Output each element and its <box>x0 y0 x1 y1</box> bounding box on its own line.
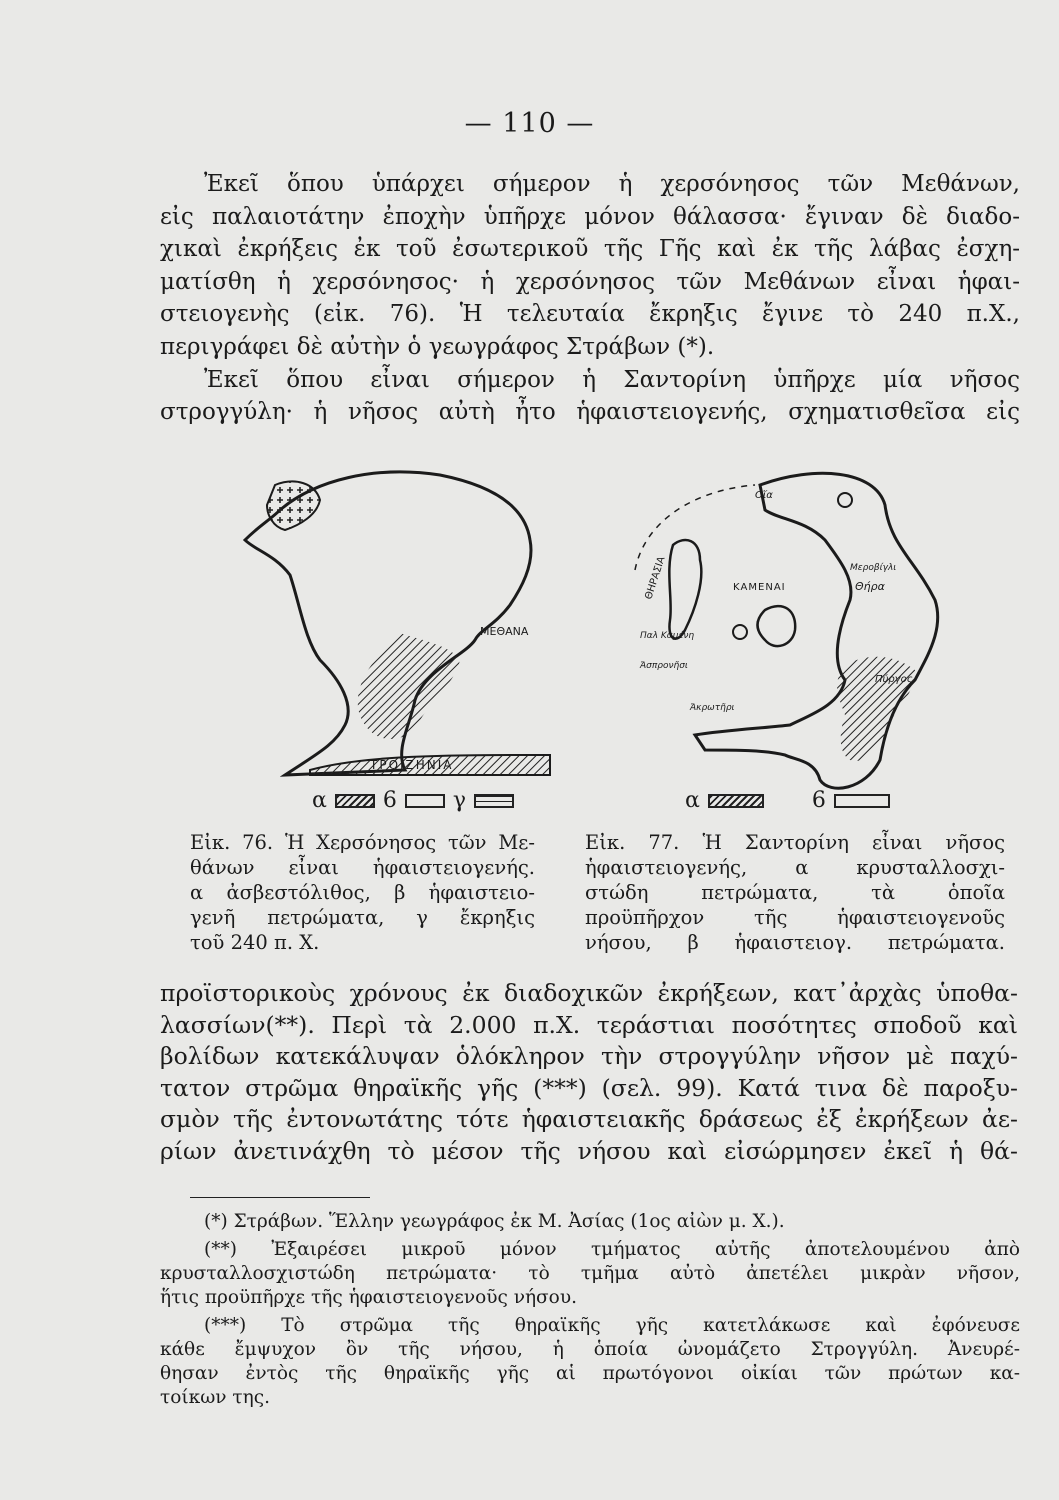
caption-line: προϋπῆρχον τῆς ἡφαιστειογενοῦς <box>585 906 1005 929</box>
santorini-caldera-rim <box>635 485 755 570</box>
body-paragraph <box>160 978 1018 1168</box>
fig77-caption <box>585 830 1005 955</box>
caption-line: α ἀσβεστόλιθος, β ἡφαιστειο- <box>190 881 535 904</box>
caption-line: Εἰκ. 77. Ἡ Σαντορίνη εἶναι νῆσος <box>585 831 1005 854</box>
legend-g-label: γ <box>452 788 467 813</box>
methana-map <box>225 455 565 815</box>
text-line: σμὸν τῆς ἐντονωτάτης τότε ἡφαιστειακῆς δράσεως ἐξ ἐκρήξεων ἀε- <box>160 1105 1018 1134</box>
legend-a-label: α <box>685 788 700 813</box>
legend-b-label: 6 <box>382 788 397 813</box>
kamenai-label: ΚΑΜΕΝΑΙ <box>733 582 786 593</box>
text-line: βολίδων κατεκάλυψαν ὁλόκληρον τὴν στρογγύλην νῆσον μὲ παχύ- <box>160 1042 1018 1071</box>
thirasia-outline <box>669 540 701 639</box>
text-line: ρίων ἀνετινάχθη τὸ μέσον τῆς νήσου καὶ εἰσώρμησεν ἐκεῖ ἡ θά- <box>160 1136 1018 1165</box>
caption-line: γενῆ πετρώματα, γ ἔκρηξις <box>190 906 535 929</box>
santorini-map-drawing <box>615 460 960 815</box>
footnote-line: κάθε ἔμψυχον ὂν τῆς νήσου, ἡ ὁποία ὠνομάζετο Στρογγύλη. Ἀνευρέ- <box>160 1339 1020 1360</box>
intro-paragraph <box>160 168 1020 429</box>
thirasia-label: ΘΗΡΑΣΙΑ <box>643 555 668 601</box>
legend-a-swatch <box>708 794 764 808</box>
text-line: Ἐκεῖ ὅπου εἶναι σήμερον ἡ Σαντορίνη ὑπῆρχε μία νῆσος <box>204 366 1020 393</box>
footnote-line: (**) Ἐξαιρέσει μικροῦ μόνον τμήματος αὐτῆς ἀποτελουμένου ἀπὸ <box>204 1239 1020 1260</box>
santorini-crystalline-area <box>837 657 915 761</box>
text-line: στειογενὴς (εἰκ. 76). Ἡ τελευταία ἔκρηξις ἔγινε τὸ 240 π.Χ., <box>160 301 1020 328</box>
text-line: περιγράφει δὲ αὐτὴν ὁ γεωγράφος Στράβων (*). <box>160 333 715 360</box>
kamenai-island <box>758 606 796 646</box>
footnotes <box>160 1210 1020 1414</box>
footnote-line: ἥτις προϋπῆρχε τῆς ἡφαιστειογενοῦς νήσου. <box>160 1287 577 1308</box>
fig76-legend <box>312 788 514 813</box>
footnote-divider <box>190 1197 370 1198</box>
caption-line: ἡφαιστειογενής, α κρυσταλλοσχι- <box>585 856 1005 879</box>
legend-g-swatch <box>474 794 514 808</box>
fig77-legend <box>685 788 890 813</box>
text-line: τατον στρῶμα θηραϊκῆς γῆς (***) (σελ. 99). Κατά τινα δὲ παροξυ- <box>160 1073 1018 1102</box>
methana-volcanic-area <box>267 481 320 530</box>
text-line: προϊστορικοὺς χρόνους ἐκ διαδοχικῶν ἐκρήξεων, κατ᾽ἀρχὰς ὑποθα- <box>160 979 1018 1007</box>
legend-b-swatch <box>834 794 890 808</box>
footnote-line: τοίκων της. <box>160 1387 270 1408</box>
text-line: εἰς παλαιοτάτην ἐποχὴν ὑπῆρχε μόνον θάλασσα· ἔγιναν δὲ διαδο- <box>160 203 1020 230</box>
pal-kameni-label: Παλ Καμένη <box>640 631 695 641</box>
oia-label: Οἴα <box>755 490 773 501</box>
fig76-caption <box>190 830 535 955</box>
text-line: χικαὶ ἐκρήξεις ἐκ τοῦ ἐσωτερικοῦ τῆς Γῆς καὶ ἐκ τῆς λάβας ἐσχη- <box>160 236 1020 263</box>
caption-line: τοῦ 240 π. Χ. <box>190 931 320 954</box>
legend-a-label: α <box>312 788 327 813</box>
footnote-1 <box>160 1210 1020 1234</box>
thira-label: Θήρα <box>855 580 885 593</box>
page-number: — 110 — <box>464 108 595 139</box>
footnote-line: κρυσταλλοσχιστώδη πετρώματα· τὸ τμῆμα αὐτὸ ἀπετέλει μικρὰν νῆσον, <box>160 1263 1020 1284</box>
oia-marker-icon <box>838 493 852 507</box>
footnote-2 <box>160 1238 1020 1310</box>
aspronisi-label: Ἀσπρονῆσι <box>640 661 688 671</box>
caption-line: θάνων εἶναι ἡφαιστειογενής. <box>190 856 535 879</box>
footnote-line: (***) Τὸ στρῶμα τῆς θηραϊκῆς γῆς κατετλάκωσε καὶ ἐφόνευσε <box>204 1315 1020 1336</box>
footnote-line: θησαν ἐντὸς τῆς θηραϊκῆς γῆς αἱ πρωτόγονοι οἰκίαι τῶν πρώτων κα- <box>160 1363 1020 1384</box>
akrotiri-label: Ἀκρωτῆρι <box>690 703 735 713</box>
methana-label: ΜΕΘΑΝΑ <box>480 625 529 638</box>
legend-a-swatch <box>335 794 375 808</box>
text-line: λασσίων(**). Περὶ τὰ 2.000 π.Χ. τεράστιαι ποσότητες σποδοῦ καὶ <box>160 1010 1018 1039</box>
footnote-line: (*) Στράβων. Ἕλλην γεωγράφος ἐκ Μ. Ἀσίας (1ος αἰὼν μ. Χ.). <box>204 1211 785 1232</box>
text-line: ματίσθη ἡ χερσόνησος· ἡ χερσόνησος τῶν Μεθάνων εἶναι ἡφαι- <box>160 268 1020 295</box>
caption-line: νήσου, β ἡφαιστειογ. πετρώματα. <box>585 931 1005 954</box>
methana-map-drawing <box>225 455 565 815</box>
legend-b-swatch <box>405 794 445 808</box>
methana-limestone-area <box>358 633 460 739</box>
caption-line: στώδη πετρώματα, τὰ ὁποῖα <box>585 881 1005 904</box>
caption-line: Εἰκ. 76. Ἡ Χερσόνησος τῶν Με- <box>190 831 535 854</box>
legend-b-label: 6 <box>811 788 826 813</box>
text-line: Ἐκεῖ ὅπου ὑπάρχει σήμερον ἡ χερσόνησος τῶν Μεθάνων, <box>204 171 1020 197</box>
santorini-map <box>615 460 960 815</box>
thira-outline <box>695 473 938 788</box>
troizinia-label: ΤΡΟΙΖΗΝΙΑ <box>370 758 454 772</box>
text-line: στρογγύλη· ἡ νῆσος αὐτὴ ἦτο ἡφαιστειογενής, σχηματισθεῖσα εἰς <box>160 399 1020 426</box>
pal-kameni-islet <box>733 625 747 639</box>
pyrgos-label: Πύργος <box>875 674 913 685</box>
merovigli-label: Μεροβίγλι <box>850 563 897 573</box>
footnote-3 <box>160 1314 1020 1410</box>
